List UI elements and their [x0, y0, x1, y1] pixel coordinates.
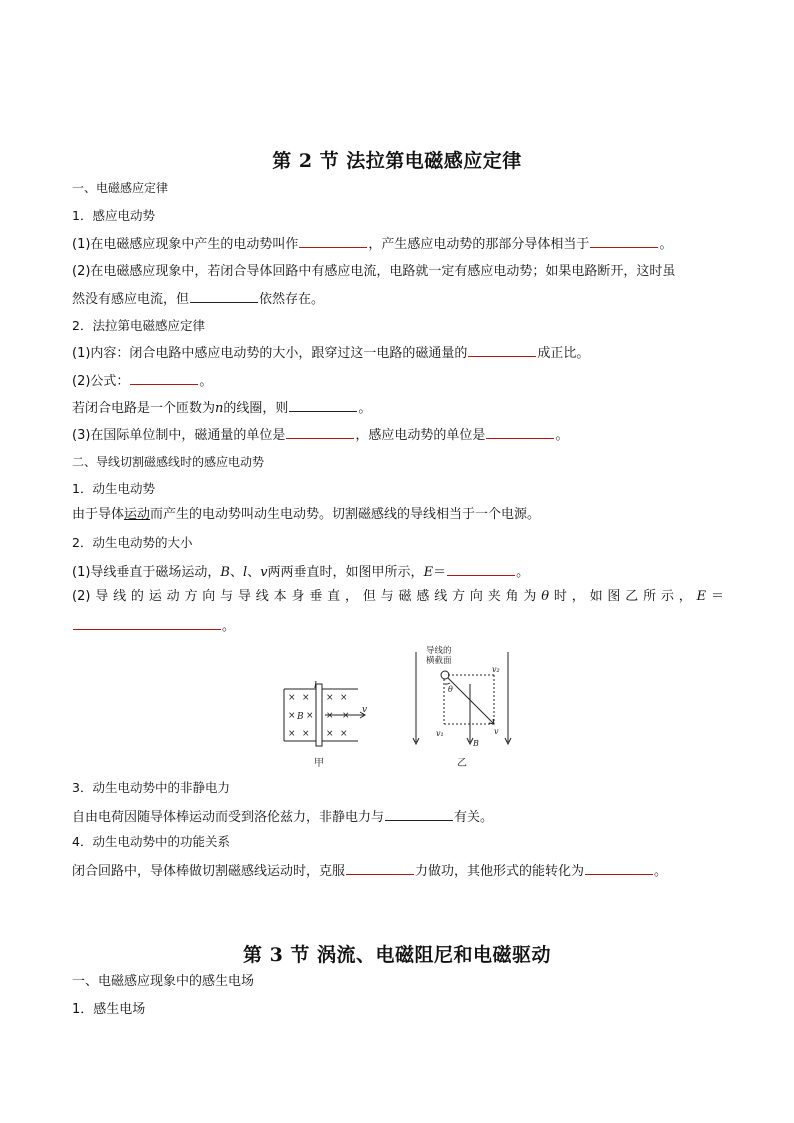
label-v2: v₂ [492, 665, 500, 674]
paragraph-9: (2)导线的运动方向与导线本身垂直，但与磁感线方向夹角为θ时，如图乙所示，E＝ [72, 589, 724, 604]
svg-text:×: × [288, 711, 296, 721]
heading-induced-emf: 1．感应电动势 [72, 208, 155, 223]
svg-text:×: × [288, 729, 296, 739]
figure-jia [276, 680, 376, 770]
section3-title: 第 3 节 涡流、电磁阻尼和电磁驱动 [242, 944, 552, 966]
fill-blank[interactable] [468, 342, 536, 357]
svg-text:×: × [326, 711, 334, 721]
fill-blank[interactable] [385, 806, 453, 821]
svg-text:×: × [306, 711, 314, 721]
label-l: l [314, 681, 317, 691]
svg-text:×: × [342, 711, 350, 721]
caption-yi: 乙 [457, 758, 467, 769]
fill-blank[interactable] [486, 424, 554, 439]
heading-motional-emf: 二、导线切割磁感线时的感应电动势 [72, 455, 265, 469]
paragraph-8: (1)导线垂直于磁场运动，B、l、v两两垂直时，如图甲所示，E＝ 。 [72, 561, 724, 583]
note-cross-section: 横截面 [426, 656, 452, 666]
paragraph-7: 由于导体运动而产生的电动势叫动生电动势。切割磁感线的导线相当于一个电源。 [72, 507, 541, 522]
paragraph-2-line-2: 然没有感应电流，但 依然存在。 [72, 288, 724, 310]
label-B: B [473, 739, 479, 748]
fill-blank[interactable] [346, 860, 414, 875]
label-B: B [297, 712, 304, 722]
fill-blank[interactable] [190, 288, 258, 303]
note-conductor: 导线的 [426, 646, 452, 656]
svg-text:×: × [326, 729, 334, 739]
label-v: v [362, 705, 368, 715]
fill-blank[interactable] [73, 615, 221, 630]
heading-induced-electric-field: 一、电磁感应现象中的感生电场 [72, 974, 255, 989]
caption-jia: 甲 [314, 758, 324, 769]
label-v: v [494, 727, 499, 736]
heading-induced-field: 1．感生电场 [72, 1002, 146, 1017]
paragraph-2-line-1: (2)在电磁感应现象中，若闭合导体回路中有感应电流，电路就一定有感应电动势；如果电路断开，这时虽 [72, 264, 676, 279]
fill-blank[interactable] [447, 561, 515, 576]
fill-blank[interactable] [289, 397, 357, 412]
paragraph-5: 若闭合电路是一个匝数为n的线圈，则 。 [72, 397, 724, 419]
label-v1: v₁ [436, 729, 444, 738]
section2-title: 第 2 节 法拉第电磁感应定律 [272, 150, 522, 172]
svg-text:×: × [302, 693, 310, 703]
heading-electromagnetic-induction-law: 一、电磁感应定律 [72, 181, 169, 195]
fill-blank[interactable] [130, 370, 198, 385]
heading-nonelectrostatic-force: 3．动生电动势中的非静电力 [72, 780, 230, 795]
svg-text:×: × [326, 693, 334, 703]
fill-blank[interactable] [286, 424, 354, 439]
paragraph-6: (3)在国际单位制中，磁通量的单位是 ，感应电动势的单位是 。 [72, 424, 724, 446]
svg-text:×: × [288, 693, 296, 703]
figure-yi [406, 644, 512, 772]
heading-dynamic-emf: 1．动生电动势 [72, 481, 155, 496]
paragraph-1: (1)在电磁感应现象中产生的电动势叫作 ，产生感应电动势的那部分导体相当于 。 [72, 233, 724, 255]
svg-text:×: × [340, 729, 348, 739]
paragraph-12: 闭合回路中，导体棒做切割磁感线运动时，克服 力做功，其他形式的能转化为 。 [72, 860, 724, 882]
fill-blank[interactable] [299, 233, 367, 248]
svg-text:×: × [340, 693, 348, 703]
label-theta: θ [448, 685, 453, 694]
paragraph-3: (1)内容：闭合电路中感应电动势的大小，跟穿过这一电路的磁通量的 成正比。 [72, 342, 724, 364]
heading-emf-magnitude: 2．动生电动势的大小 [72, 535, 193, 550]
paragraph-10: 。 [72, 615, 724, 637]
fill-blank[interactable] [590, 233, 658, 248]
fill-blank[interactable] [585, 860, 653, 875]
svg-text:×: × [302, 729, 310, 739]
heading-faraday-law: 2．法拉第电磁感应定律 [72, 318, 205, 333]
paragraph-4: (2)公式： 。 [72, 370, 724, 392]
heading-energy-relation: 4．动生电动势中的功能关系 [72, 834, 230, 849]
paragraph-11: 自由电荷因随导体棒运动而受到洛伦兹力，非静电力与 有关。 [72, 806, 724, 828]
